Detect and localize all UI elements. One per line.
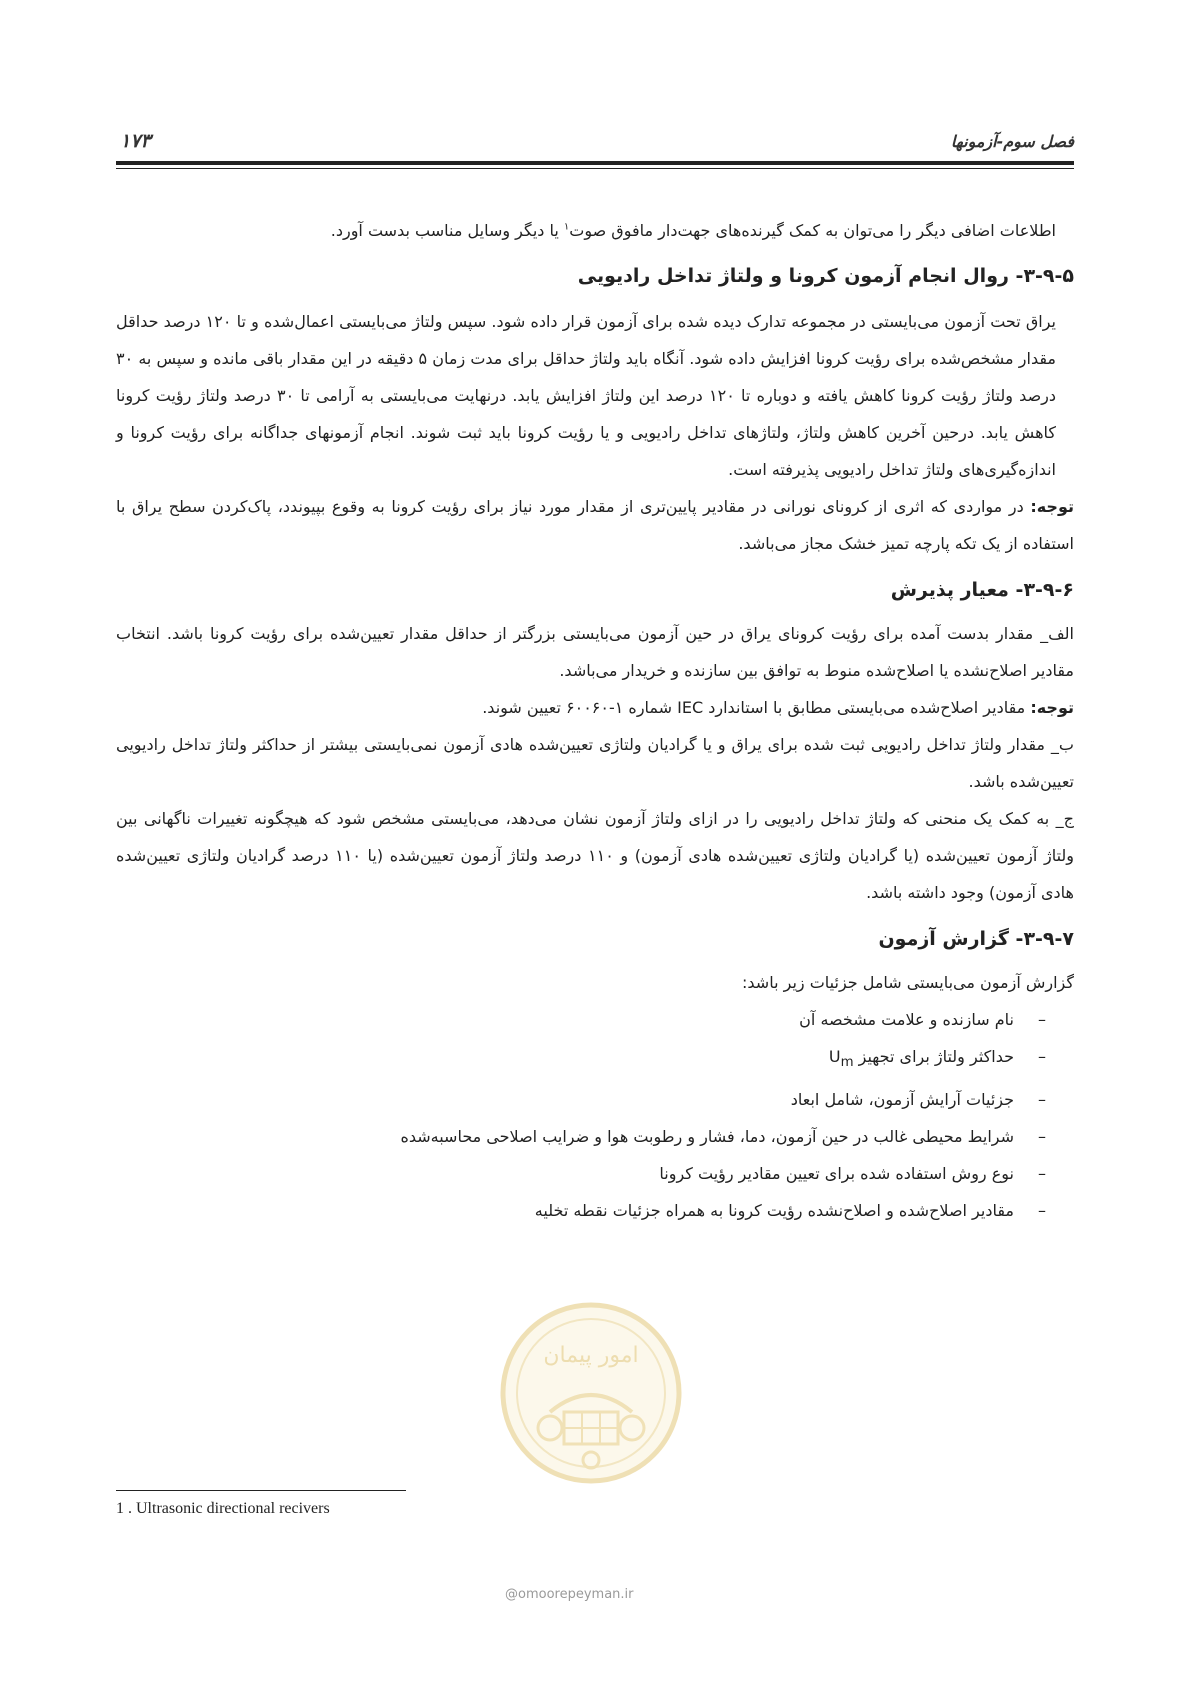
page-body xyxy=(116,212,1074,1229)
dash-bullet: – xyxy=(1038,1047,1046,1066)
header-rule xyxy=(116,161,1074,165)
page-number: ۱۷۳ xyxy=(120,130,151,152)
section-7-heading: ۳-۹-۷- گزارش آزمون xyxy=(878,928,1074,950)
list-item: –نام سازنده و علامت مشخصه آن xyxy=(116,1001,1046,1038)
header-rule-thin xyxy=(116,168,1074,169)
note-label: توجه: xyxy=(1030,698,1074,717)
watermark-url: @omoorepeyman.ir xyxy=(505,1587,634,1602)
seal-lettering: امور پیمان xyxy=(543,1343,639,1368)
note-label: توجه: xyxy=(1030,497,1074,516)
footnote-rule xyxy=(116,1490,406,1491)
criterion-b: ب_ مقدار ولتاژ تداخل رادیویی ثبت شده برای یراق و یا گرادیان ولتاژی تعیین‌شده هادی آزمون نمی‌بایستی بیشتر از حداکثر ولتاژ تداخل رادیویی تعیین‌شده باشد. xyxy=(116,735,1074,791)
chapter-title: فصل سوم-آزمونها xyxy=(950,132,1074,151)
list-item: –نوع روش استفاده شده برای تعیین مقادیر رؤیت کرونا xyxy=(116,1155,1046,1192)
dash-bullet: – xyxy=(1038,1127,1046,1147)
footnote: 1 . Ultrasonic directional recivers xyxy=(116,1500,330,1517)
footnote-mark: ۱ xyxy=(563,221,570,233)
dash-bullet: – xyxy=(1038,1164,1046,1184)
criterion-c: ج_ به کمک یک منحنی که ولتاژ تداخل رادیویی را در ازای ولتاژ آزمون نشان می‌دهد، می‌بایستی مشخص شود که هیچگونه تغییرات ناگهانی بین ولتاژ آزمون تعیین‌شده (یا گرادیان ولتاژی تعیین‌شده هادی آزمون) و ۱۱۰ درصد ولتاژ آزمون تعیین‌شده (یا ۱۱۰ درصد گرادیان ولتاژی تعیین‌شده هادی آزمون) وجود داشته باشد. xyxy=(116,809,1074,902)
um-symbol: $U_m$ xyxy=(828,1047,854,1071)
criterion-a: الف_ مقدار بدست آمده برای رؤیت کرونای یراق در حین آزمون می‌بایستی بزرگتر از حداقل مقدار تعیین‌شده برای رؤیت کرونا باشد. انتخاب مقادیر اصلاح‌نشده یا اصلاح‌شده منوط به توافق بین سازنده و خریدار می‌باشد. xyxy=(116,624,1074,680)
section-5-paragraph: یراق تحت آزمون می‌بایستی در مجموعه تدارک دیده شده برای آزمون قرار داده شود. سپس ولتاژ می‌بایستی اعمال‌شده و تا ۱۲۰ درصد حداقل مقدار مشخص‌شده برای رؤیت کرونا افزایش داده شود. آنگاه باید ولتاژ حداقل برای مدت زمان ۵ دقیقه در این مقدار باقی مانده و سپس به ۳۰ درصد ولتاژ رؤیت کرونا کاهش یافته و دوباره تا ۱۲۰ درصد این ولتاژ افزایش یابد. درنهایت می‌بایستی به آرامی تا ۳۰ درصد ولتاژ رؤیت کرونا کاهش یابد. درحین آخرین کاهش ولتاژ، ولتاژهای تداخل رادیویی و یا رؤیت کرونا باید ثبت شوند. انجام آزمونهای جداگانه برای رؤیت کرونا و اندازه‌گیری‌های ولتاژ تداخل رادیویی پذیرفته است. xyxy=(116,312,1057,479)
seal-icon xyxy=(498,1300,684,1486)
list-item: –حداکثر ولتاژ برای تجهیز $U_m$ xyxy=(116,1038,1046,1081)
list-item: –جزئیات آرایش آزمون، شامل ابعاد xyxy=(116,1081,1046,1118)
dash-bullet: – xyxy=(1038,1201,1046,1221)
list-item: –شرایط محیطی غالب در حین آزمون، دما، فشار و رطوبت هوا و ضرایب اصلاحی محاسبه‌شده xyxy=(116,1118,1046,1155)
report-details-list xyxy=(116,1001,1074,1229)
intro-paragraph: اطلاعات اضافی دیگر را می‌توان به کمک گیرنده‌های جهت‌دار مافوق صوت$^۱$ یا دیگر وسایل مناسب بدست آورد. xyxy=(330,221,1056,240)
section-5-note: توجه: در مواردی که اثری از کرونای نورانی در مقادیر پایین‌تری از مقدار مورد نیاز برای رؤیت کرونا به وقوع بپیوندد، پاک‌کردن سطح یراق با استفاده از یک تکه پارچه تمیز خشک مجاز می‌باشد. xyxy=(116,497,1074,553)
running-header xyxy=(116,128,1074,158)
section-6-note: توجه: مقادیر اصلاح‌شده می‌بایستی مطابق با استاندارد IEC شماره ۱-۶۰۰۶۰ تعیین شوند. xyxy=(482,698,1074,717)
list-item: –مقادیر اصلاح‌شده و اصلاح‌نشده رؤیت کرونا به همراه جزئیات نقطه تخلیه xyxy=(116,1192,1046,1229)
dash-bullet: – xyxy=(1038,1090,1046,1110)
section-7-intro: گزارش آزمون می‌بایستی شامل جزئیات زیر باشد: xyxy=(742,973,1074,992)
dash-bullet: – xyxy=(1038,1010,1046,1029)
watermark-seal xyxy=(498,1300,684,1486)
section-6-heading: ۳-۹-۶- معیار پذیرش xyxy=(890,579,1074,601)
section-5-heading: ۳-۹-۵- روال انجام آزمون کرونا و ولتاژ تداخل رادیویی xyxy=(577,265,1074,287)
